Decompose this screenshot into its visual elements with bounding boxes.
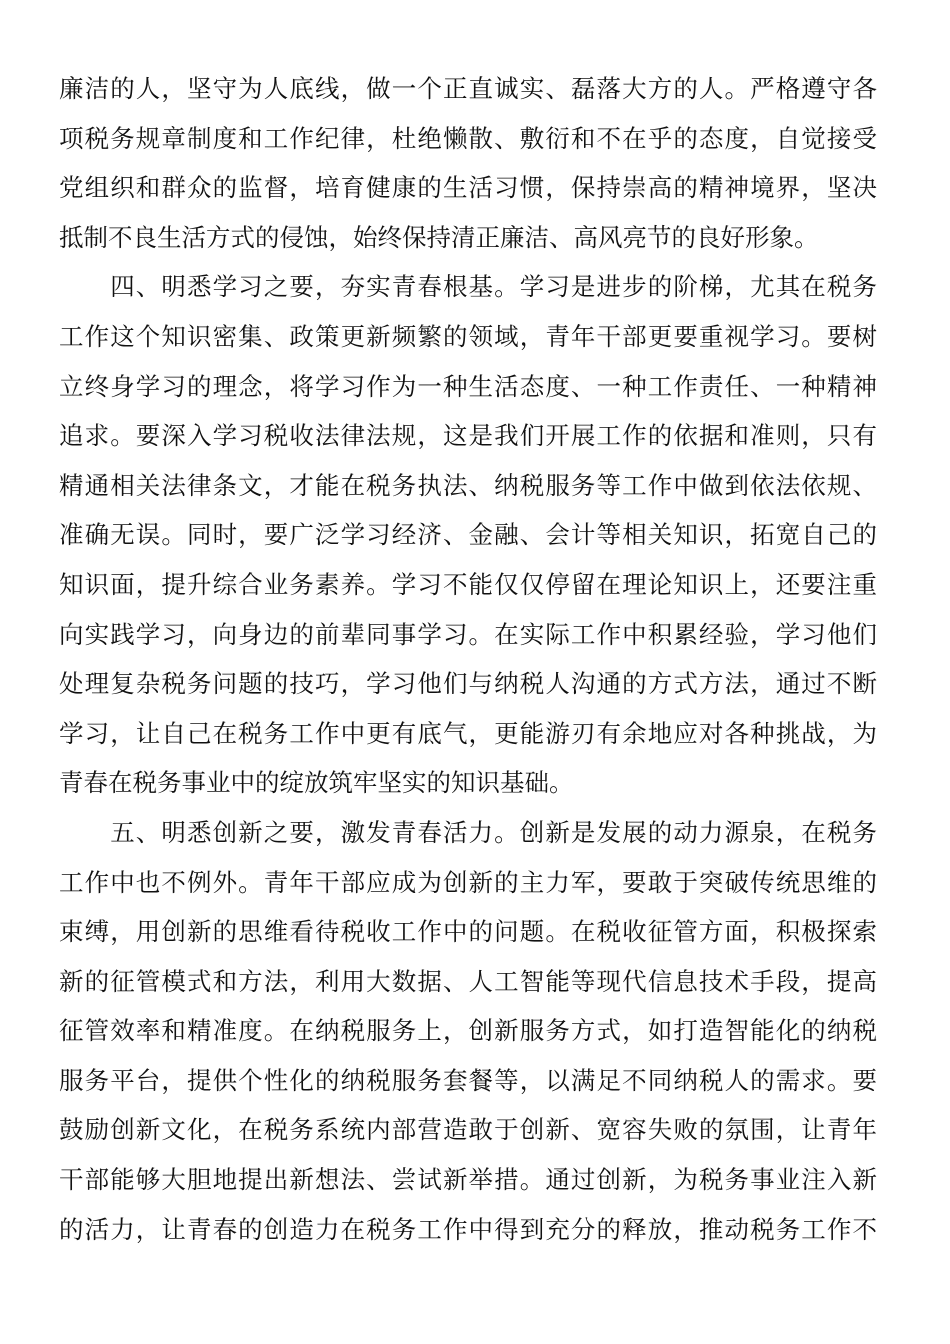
text-line: 的活力，让青春的创造力在税务工作中得到充分的释放，推动税务工作不: [59, 1214, 877, 1244]
text-line: 青春在税务事业中的绽放筑牢坚实的知识基础。: [59, 768, 574, 798]
text-line: 准确无误。同时，要广泛学习经济、金融、会计等相关知识，拓宽自己的: [59, 520, 877, 550]
text-line: 处理复杂税务问题的技巧，学习他们与纳税人沟通的方式方法，通过不断: [59, 669, 877, 699]
text-line: 精通相关法律条文，才能在税务执法、纳税服务等工作中做到依法依规、: [59, 470, 877, 500]
text-line: 追求。要深入学习税收法律法规，这是我们开展工作的依据和准则，只有: [59, 421, 877, 451]
text-line: 立终身学习的理念，将学习作为一种生活态度、一种工作责任、一种精神: [59, 371, 877, 401]
text-line: 学习，让自己在税务工作中更有底气，更能游刃有余地应对各种挑战，为: [59, 718, 877, 748]
text-line: 工作这个知识密集、政策更新频繁的领域，青年干部更要重视学习。要树: [59, 321, 877, 351]
text-line: 知识面，提升综合业务素养。学习不能仅仅停留在理论知识上，还要注重: [59, 569, 877, 599]
text-line: 束缚，用创新的思维看待税收工作中的问题。在税收征管方面，积极探索: [59, 917, 877, 947]
text-line: 四、明悉学习之要，夯实青春根基。学习是进步的阶梯，尤其在税务: [59, 272, 877, 302]
body-text: [59, 64, 877, 1254]
text-line: 党组织和群众的监督，培育健康的生活习惯，保持崇高的精神境界，坚决: [59, 173, 877, 203]
text-line: 鼓励创新文化，在税务系统内部营造敢于创新、宽容失败的氛围，让青年: [59, 1115, 877, 1145]
text-line: 廉洁的人，坚守为人底线，做一个正直诚实、磊落大方的人。严格遵守各: [59, 74, 877, 103]
text-line: 向实践学习，向身边的前辈同事学习。在实际工作中积累经验，学习他们: [59, 619, 877, 649]
text-line: 五、明悉创新之要，激发青春活力。创新是发展的动力源泉，在税务: [59, 817, 877, 847]
text-line: 抵制不良生活方式的侵蚀，始终保持清正廉洁、高风亮节的良好形象。: [59, 222, 819, 252]
text-line: 项税务规章制度和工作纪律，杜绝懒散、敷衍和不在乎的态度，自觉接受: [59, 123, 877, 153]
text-line: 工作中也不例外。青年干部应成为创新的主力军，要敢于突破传统思维的: [59, 867, 877, 897]
text-line: 新的征管模式和方法，利用大数据、人工智能等现代信息技术手段，提高: [59, 966, 877, 996]
text-line: 征管效率和精准度。在纳税服务上，创新服务方式，如打造智能化的纳税: [59, 1016, 877, 1046]
text-line: 服务平台，提供个性化的纳税服务套餐等，以满足不同纳税人的需求。要: [59, 1065, 877, 1095]
text-line: 干部能够大胆地提出新想法、尝试新举措。通过创新，为税务事业注入新: [59, 1165, 877, 1195]
